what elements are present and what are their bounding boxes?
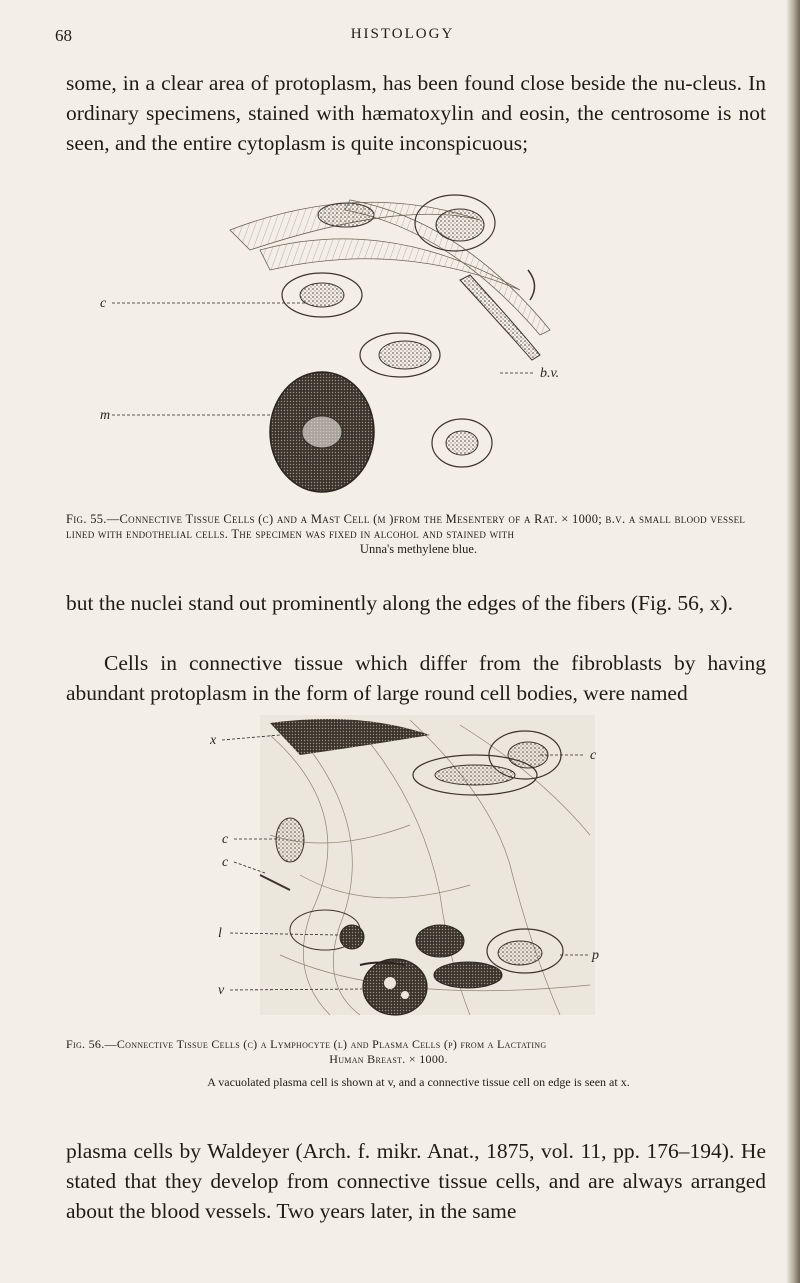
figure-56-label-c-right: c [590,748,597,763]
figure-55-label-bv: b.v. [540,366,560,381]
figure-56-label-c-left2: c [222,855,229,870]
figure-56-label-x: x [210,733,217,748]
figure-56 [210,715,630,1030]
connective-tissue-cell [276,818,304,862]
mast-cell-nucleus [302,416,342,448]
cell-nucleus [318,203,374,227]
figure-55-caption-main: Fig. 55.—Connective Tissue Cells (c) and a Mast Cell (m )from the Mesentery of a Rat. × 1000; b.v. a small blood vessel lined with endothelial cells. The specimen was fixed in alcohol and stained with [66,512,746,541]
vessel-wall [528,270,535,300]
vacuole [384,977,396,989]
paragraph-3: Cells in connective tissue which differ from the fibroblasts by having abundant protoplasm in the form of large round cell bodies, were named [66,651,766,705]
figure-55 [100,160,700,505]
figure-56-label-l: l [218,926,222,941]
figure-56-illustration [210,715,630,1030]
vacuolated-plasma-cell [363,959,427,1015]
figure-55-caption-end: Unna's methylene blue. [359,542,478,556]
cell-nucleus [300,283,344,307]
paragraph-4 [66,1136,766,1226]
running-title: HISTOLOGY [350,26,455,42]
cell-nucleus [436,209,484,241]
cell-nucleus [435,765,515,785]
page-edge-shadow [786,0,800,1283]
figure-56-label-v: v [218,983,225,998]
plasma-cell [434,962,502,988]
figure-56-caption-line3: A vacuolated plasma cell is shown at v, and a connective tissue cell on edge is seen at x. [207,1075,630,1089]
vacuole [401,991,409,999]
figure-55-label-m: m [100,408,111,423]
cell-nucleus [498,941,542,965]
figure-55-label-c: c [100,296,107,311]
cell-nucleus [446,431,478,455]
paragraph-1: some, in a clear area of protoplasm, has been found close beside the nu-cleus. In ordinary specimens, stained with hæmatoxylin and eosin, the centrosome is not seen, and the entire cytoplasm is quite inconspicuous; [66,71,766,155]
figure-56-label-p: p [592,948,599,963]
figure-55-caption [66,512,771,557]
paragraph-2: but the nuclei stand out prominently along the edges of the fibers (Fig. 56, x). [66,591,733,615]
figure-56-caption [66,1037,771,1090]
figure-56-caption-line2: Human Breast. × 1000. [329,1052,448,1066]
figure-56-label-c-left1: c [222,832,229,847]
cell-nucleus [379,341,431,369]
figure-56-caption-line1: Fig. 56.—Connective Tissue Cells (c) a Lymphocyte (l) and Plasma Cells (p) from a Lactating [66,1037,547,1051]
paragraph-4-text: plasma cells by Waldeyer (Arch. f. mikr. Anat., 1875, vol. 11, pp. 176–194). He stated that they develop from connective tissue cells, and are always arranged about the blood vessels. Two years later, in the same [66,1139,766,1223]
page-number: 68 [55,26,72,45]
plasma-cell [416,925,464,957]
running-head [55,26,750,54]
figure-55-illustration [100,160,700,505]
